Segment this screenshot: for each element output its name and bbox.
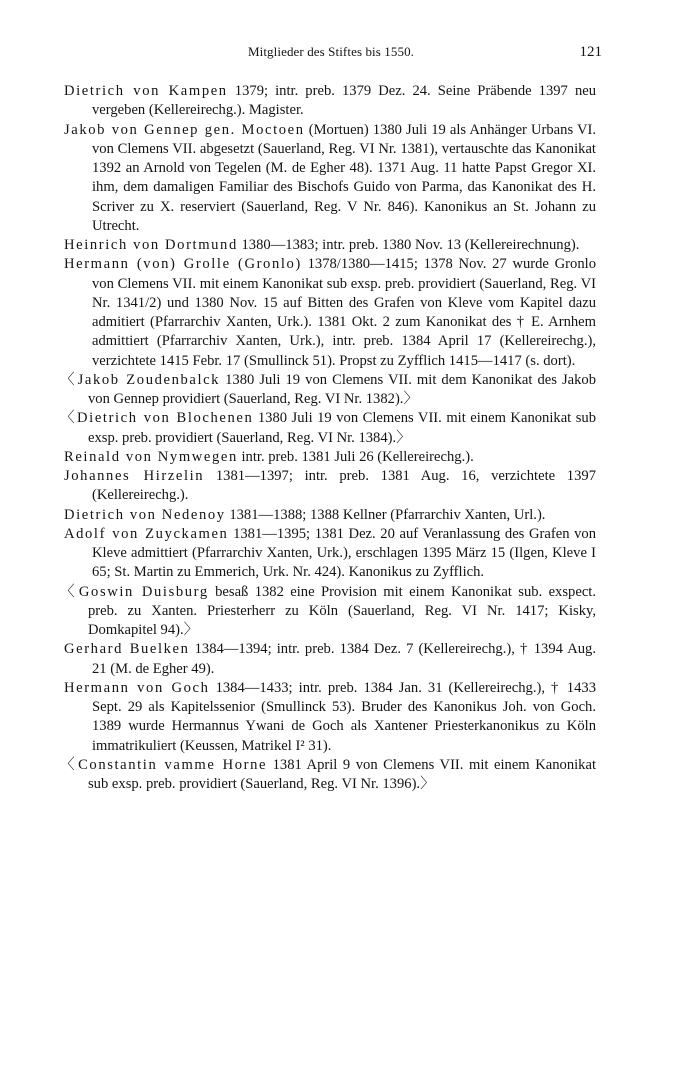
entry-text: 1380 Juli 19 von Clemens VII. mit einem Kanonikat sub exsp. preb. providiert (Sauerland, Reg. VI Nr. 1384).〉	[88, 410, 596, 446]
entry-text: 1379; intr. preb. 1379 Dez. 24. Seine Präbende 1397 neu vergeben (Kellereirechg.). Magister.	[92, 83, 597, 119]
entry-text: 1381 April 9 von Clemens VII. mit einem Kanonikat sub exsp. preb. providiert (Sauerland, Reg. VI Nr. 1396).〉	[88, 756, 596, 792]
entry-name: Dietrich von Nedenoy	[64, 506, 226, 523]
entry-name: Gerhard Buelken	[64, 641, 190, 658]
register-entry	[64, 679, 596, 756]
entry-name: 〈Goswin Duisburg	[60, 583, 209, 600]
register-entry	[64, 640, 596, 679]
entry-name: Heinrich von Dortmund	[64, 237, 238, 253]
entry-name: Jakob von Gennep gen. Moctoen	[64, 121, 305, 138]
page-number: 121	[579, 44, 602, 60]
entry-name: 〈Jakob Zoudenbalck	[60, 371, 221, 388]
entry-text: 1384—1433; intr. preb. 1384 Jan. 31 (Kellereirechg.), † 1433 Sept. 29 als Kapitelssenior (Smullinck 53). Bruder des Kanonikus Joh. von Goch. 1389 wurde Hermannus Ywani de Goch als Xantener Priesterkanonikus zu Köln immatrikuliert (Keussen, Matrikel I² 31).	[92, 679, 596, 754]
register-entry	[60, 371, 596, 410]
entry-name: Dietrich von Kampen	[64, 83, 228, 99]
register-entry	[64, 82, 596, 121]
entry-name: Hermann (von) Grolle (Gronlo)	[64, 256, 302, 273]
running-header-title: Mitglieder des Stiftes bis 1550.	[247, 44, 415, 59]
register-entry	[64, 448, 596, 467]
entry-text: 1380—1383; intr. preb. 1380 Nov. 13 (Kellereirechnung).	[237, 237, 580, 253]
register-entries	[60, 82, 597, 794]
register-entry	[64, 236, 596, 255]
register-entry	[64, 121, 596, 237]
entry-text: besaß 1382 eine Provision mit einem Kanonikat sub. exspect. preb. zu Xanten. Priesterherr zu Köln (Sauerland, Reg. VI Nr. 1417; Kisky, Domkapitel 94).〉	[88, 583, 596, 638]
entry-name: Hermann von Goch	[64, 679, 210, 696]
entry-text: 1380 Juli 19 von Clemens VII. mit dem Kanonikat des Jakob von Gennep providiert (Sauerland, Reg. VI Nr. 1382).〉	[88, 371, 596, 407]
entry-text: 1381—1397; intr. preb. 1381 Aug. 16, verzichtete 1397 (Kellereirechg.).	[92, 468, 596, 504]
register-entry	[64, 525, 596, 583]
entry-name: 〈Constantin vamme Horne	[60, 756, 268, 773]
entry-text: 1378/1380—1415; 1378 Nov. 27 wurde Gronlo von Clemens VII. mit einem Kanonikat sub exsp. preb. providiert (Sauerland, Reg. VI Nr. 1341/2) und 1380 Nov. 15 auf Bitten des Grafen von Kleve vom Kapitel dazu admitiert (Pfarrarchiv Xanten, Urk.). 1381 Okt. 2 zum Kanonikat des † E. Arnhem admittiert (Pfarrarchiv Xanten, Urk.), intr. preb. 1384 April 17 (Kellereirechg.), verzichtete 1415 Febr. 17 (Smullinck 51). Propst zu Zyfflich 1415—1417 (s. dort).	[92, 256, 596, 369]
register-entry	[64, 255, 596, 371]
entry-name: Adolf von Zuyckamen	[64, 525, 229, 542]
entry-text: intr. preb. 1381 Juli 26 (Kellereirechg.).	[237, 448, 474, 465]
entry-text: 1381—1388; 1388 Kellner (Pfarrarchiv Xanten, Url.).	[225, 506, 546, 523]
entry-text: 1384—1394; intr. preb. 1384 Dez. 7 (Kellereirechg.), † 1394 Aug. 21 (M. de Egher 49).	[92, 641, 597, 677]
entry-name: 〈Dietrich von Blochenen	[60, 410, 254, 427]
register-entry	[64, 467, 596, 506]
entry-name: Johannes Hirzelin	[64, 468, 205, 484]
entry-text: 1381—1395; 1381 Dez. 20 auf Veranlassung des Grafen von Kleve admittiert (Pfarrarchiv Xanten, Urk.), erschlagen 1395 März 15 (Ilgen, Kleve I 65; St. Martin zu Emmerich, Urk. Nr. 424). Kanonikus zu Zyfflich.	[92, 525, 596, 581]
entry-name: Reinald von Nymwegen	[64, 448, 238, 465]
entry-text: (Mortuen) 1380 Juli 19 als Anhänger Urbans VI. von Clemens VII. abgesetzt (Sauerland, Reg. VI Nr. 1381), vertauschte das Kanonikat 1392 an Arnold von Tegelen (M. de Egher 48). 1371 Aug. 11 hatte Papst Gregor XI. ihm, dem damaligen Familiar des Bischofs Guido von Parma, das Kanonikat des H. Scriver zu X. reserviert (Sauerland, Reg. V Nr. 846). Kanonikus an St. Johann zu Utrecht.	[92, 121, 596, 234]
register-entry	[64, 506, 596, 525]
register-entry	[60, 756, 596, 795]
register-entry	[60, 583, 596, 641]
running-header	[60, 44, 602, 64]
register-entry	[60, 409, 596, 448]
